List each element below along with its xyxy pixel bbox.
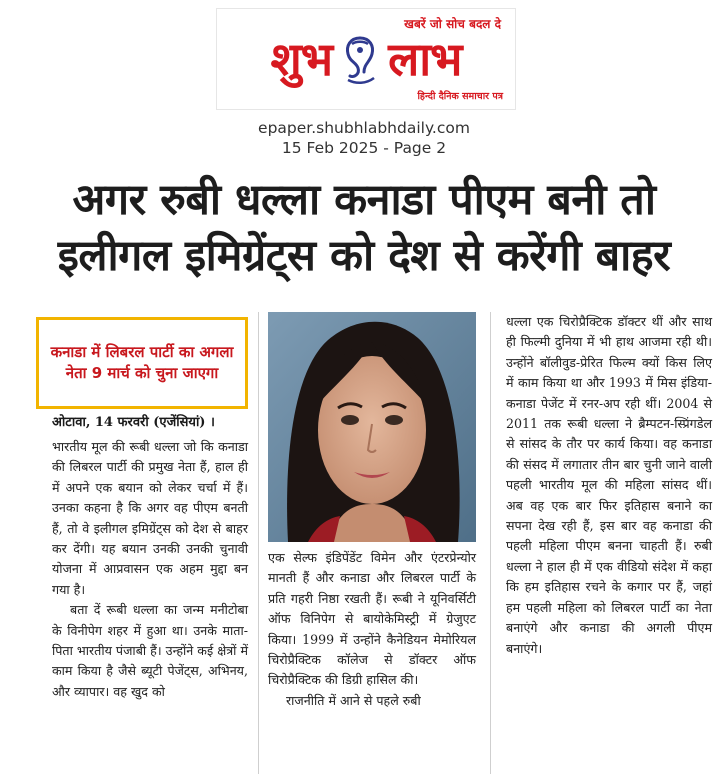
masthead-tagline: खबरें जो सोच बदल दे [404,17,501,31]
column-1-paragraph-2: बता दें रूबी धल्ला का जन्म मनीटोबा के विनीपेग शहर में हुआ था। उनके माता-पिता भारतीय पंजाबी हैं। उन्होंने कई क्षेत्रों में काम किया है जैसे ब्यूटी पेजेंट्स, अभिनय, और व्यापार। वह खुद को [52,602,248,699]
highlight-text: कनाडा में लिबरल पार्टी का अगला नेता 9 मार्च को चुना जाएगा [50,343,234,382]
masthead [216,8,516,110]
ganesh-logo-icon [338,32,382,86]
article-column-1 [52,437,248,702]
column-3-paragraph-1: धल्ला एक चिरोप्रैक्टिक डॉक्टर थीं और साथ ही फिल्मी दुनिया में भी हाथ आजमा रही थी। उन्होंने बॉलीवुड-प्रेरित फिल्म क्यों किस लिए में काम किया था और 1993 में मिस इंडिया-कनाडा पेजेंट में रनर-अप रही थीं। 2004 से 2011 तक रूबी धल्ला ने ब्रैम्पटन-स्प्रिंगडेल से सांसद के तौर पर कार्य किया। वह कनाडा की संसद में लगातार तीन बार चुनी जाने वाली पहली भारतीय मूल की महिला सांसद थीं। अब वह एक बार फिर इतिहास बनाने का सपना देख रही हैं, इस बार वह कनाडा की पहली महिला पीएम बनना चाहती हैं। रुबी धल्ला ने हाल ही में एक वीडियो संदेश में कहा कि हम इतिहास रचने के कगार पर हैं, जहां हम पहली महिला को लिबरल पार्टी का नेता बनाएंगे और कनाडा की अगली पीएम बनाएंगे। [506,314,712,656]
dateline: ओटावा, 14 फरवरी (एजेंसियां) । [52,415,215,430]
brand-word-left: शुभ [270,32,333,86]
source-info [0,118,728,158]
portrait-image [268,312,476,542]
article-column-2 [268,548,476,711]
headline-line-1: अगर रुबी धल्ला कनाडा पीएम बनी तो [72,175,656,225]
headline-line-2: इलीगल इमिग्रेंट्स को देश से करेंगी बाहर [57,231,671,281]
column-divider [490,312,491,774]
brand-word-right: लाभ [388,32,462,86]
column-1-paragraph-1: भारतीय मूल की रूबी धल्ला जो कि कनाडा की लिबरल पार्टी की प्रमुख नेता हैं, हाल ही में अपने एक बयान को लेकर चर्चा में हैं। उनका कहना है कि अगर वह पीएम बनती हैं, तो वे इलीगल इमिग्रेंट्स को देश से बाहर कर देंगी। यह बयान उनकी उनकी चुनावी योजना में आप्रवासन एक अहम मुद्दा बन गया है। [52,439,248,597]
source-site[interactable]: epaper.shubhlabhdaily.com [258,119,470,137]
column-2-paragraph-2: राजनीति में आने से पहले रुबी [286,692,421,708]
column-divider [258,312,259,774]
article-column-3 [506,312,712,659]
headline [14,172,714,284]
masthead-subtag: हिन्दी दैनिक समाचार पत्र [417,91,503,102]
highlight-box [36,317,248,409]
column-2-paragraph-1: एक सेल्फ इंडिपेंडेंट विमेन और एंटरप्रेन्योर मानती हैं और कनाडा और लिबरल पार्टी के प्रति गहरी निष्ठा रखती हैं। रूबी ने यूनिवर्सिटी ऑफ विनिपेग से बायोकेमिस्ट्री में ग्रेजुएट किया। 1999 में उन्होंने कैनेडियन मेमोरियल चिरोप्रैक्टिक कॉलेज से डॉक्टर ऑफ चिरोप्रैक्टिक की डिग्री हासिल की। [268,550,476,688]
brand-logo [225,31,507,87]
article-photo [268,312,476,542]
source-date-page: 15 Feb 2025 - Page 2 [281,139,447,157]
